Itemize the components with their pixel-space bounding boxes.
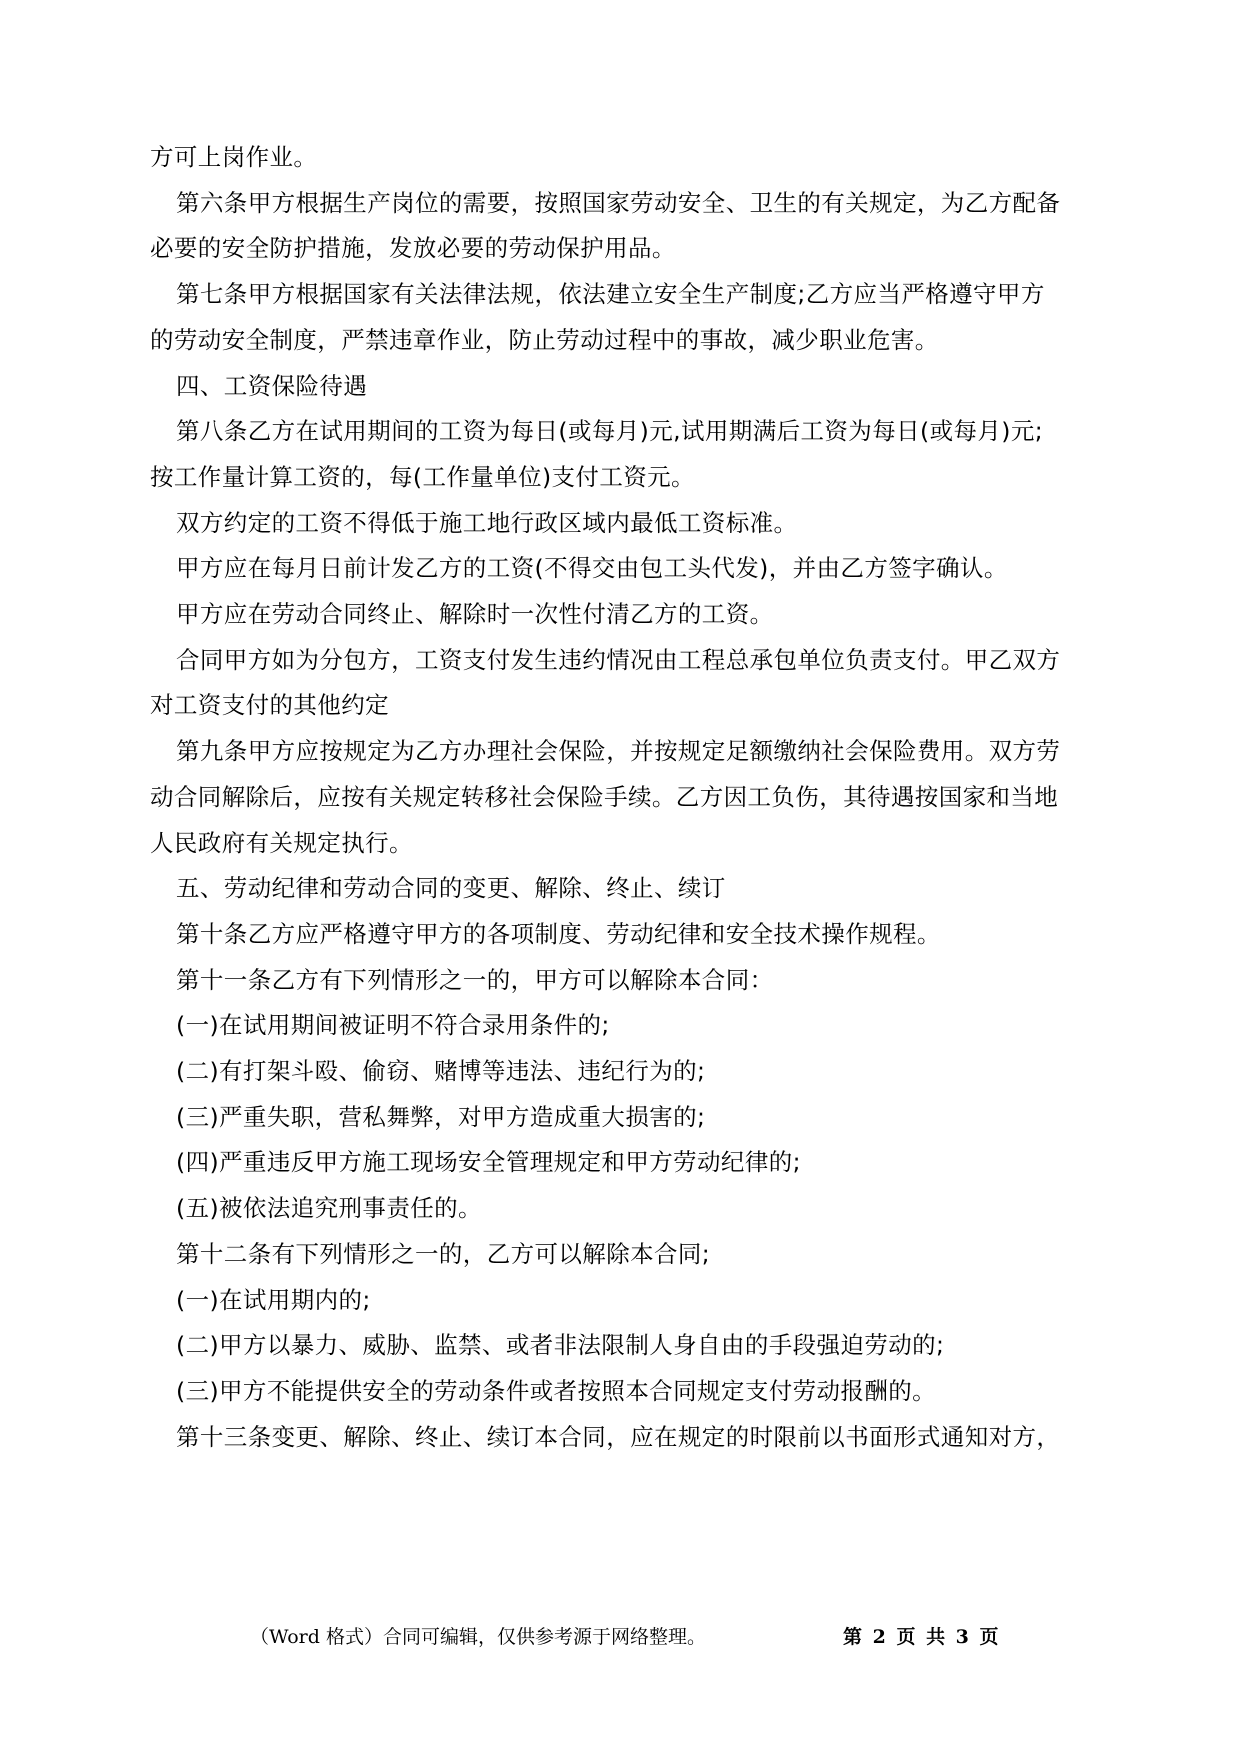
page-number: 第 2 页 共 3 页 bbox=[843, 1626, 1001, 1648]
footer-note: （Word 格式）合同可编辑，仅供参考源于网络整理。 bbox=[250, 1626, 706, 1648]
text-line: 方可上岗作业。 bbox=[150, 143, 318, 171]
text-line: 的劳动安全制度，严禁违章作业，防止劳动过程中的事故，减少职业危害。 bbox=[150, 325, 939, 354]
text-line: (二)甲方以暴力、威胁、监禁、或者非法限制人身自由的手段强迫劳动的; bbox=[176, 1331, 945, 1360]
text-line: 第十二条有下列情形之一的，乙方可以解除本合同; bbox=[176, 1239, 711, 1268]
text-line: (三)甲方不能提供安全的劳动条件或者按照本合同规定支付劳动报酬的。 bbox=[176, 1376, 937, 1405]
text-line: 第十三条变更、解除、终止、续订本合同，应在规定的时限前以书面形式通知对方， bbox=[176, 1422, 1061, 1451]
text-line: 第十一条乙方有下列情形之一的，甲方可以解除本合同： bbox=[176, 965, 774, 994]
text-line: 动合同解除后，应按有关规定转移社会保险手续。乙方因工负伤，其待遇按国家和当地 bbox=[150, 782, 1059, 811]
text-line: 合同甲方如为分包方，工资支付发生违约情况由工程总承包单位负责支付。甲乙双方 bbox=[176, 645, 1061, 674]
text-line: 五、劳动纪律和劳动合同的变更、解除、终止、续订 bbox=[176, 874, 726, 903]
text-line: 按工作量计算工资的，每(工作量单位)支付工资元。 bbox=[150, 462, 695, 491]
text-line: 第八条乙方在试用期间的工资为每日(或每月)元,试用期满后工资为每日(或每月)元; bbox=[176, 417, 1044, 446]
text-line: 双方约定的工资不得低于施工地行政区域内最低工资标准。 bbox=[176, 508, 798, 537]
text-line: 四、工资保险待遇 bbox=[176, 371, 368, 400]
text-line: (五)被依法追究刑事责任的。 bbox=[176, 1194, 482, 1223]
text-line: 必要的安全防护措施，发放必要的劳动保护用品。 bbox=[150, 234, 676, 263]
text-line: 人民政府有关规定执行。 bbox=[150, 828, 413, 857]
text-line: 第九条甲方应按规定为乙方办理社会保险，并按规定足额缴纳社会保险费用。双方劳 bbox=[176, 737, 1061, 766]
text-line: 甲方应在每月日前计发乙方的工资(不得交由包工头代发)，并由乙方签字确认。 bbox=[176, 554, 1008, 583]
text-line: (四)严重违反甲方施工现场安全管理规定和甲方劳动纪律的; bbox=[176, 1148, 801, 1177]
text-line: (一)在试用期间被证明不符合录用条件的; bbox=[176, 1011, 610, 1040]
text-line: 对工资支付的其他约定 bbox=[150, 691, 389, 720]
text-line: 甲方应在劳动合同终止、解除时一次性付清乙方的工资。 bbox=[176, 600, 774, 628]
text-line: 第六条甲方根据生产岗位的需要，按照国家劳动安全、卫生的有关规定，为乙方配备 bbox=[176, 188, 1061, 217]
text-line: (一)在试用期内的; bbox=[176, 1285, 371, 1314]
text-line: (二)有打架斗殴、偷窃、赌博等违法、违纪行为的; bbox=[176, 1057, 706, 1085]
text-line: 第七条甲方根据国家有关法律法规，依法建立安全生产制度;乙方应当严格遵守甲方 bbox=[176, 280, 1045, 309]
text-line: (三)严重失职，营私舞弊，对甲方造成重大损害的; bbox=[176, 1102, 706, 1131]
text-line: 第十条乙方应严格遵守甲方的各项制度、劳动纪律和安全技术操作规程。 bbox=[176, 919, 941, 948]
